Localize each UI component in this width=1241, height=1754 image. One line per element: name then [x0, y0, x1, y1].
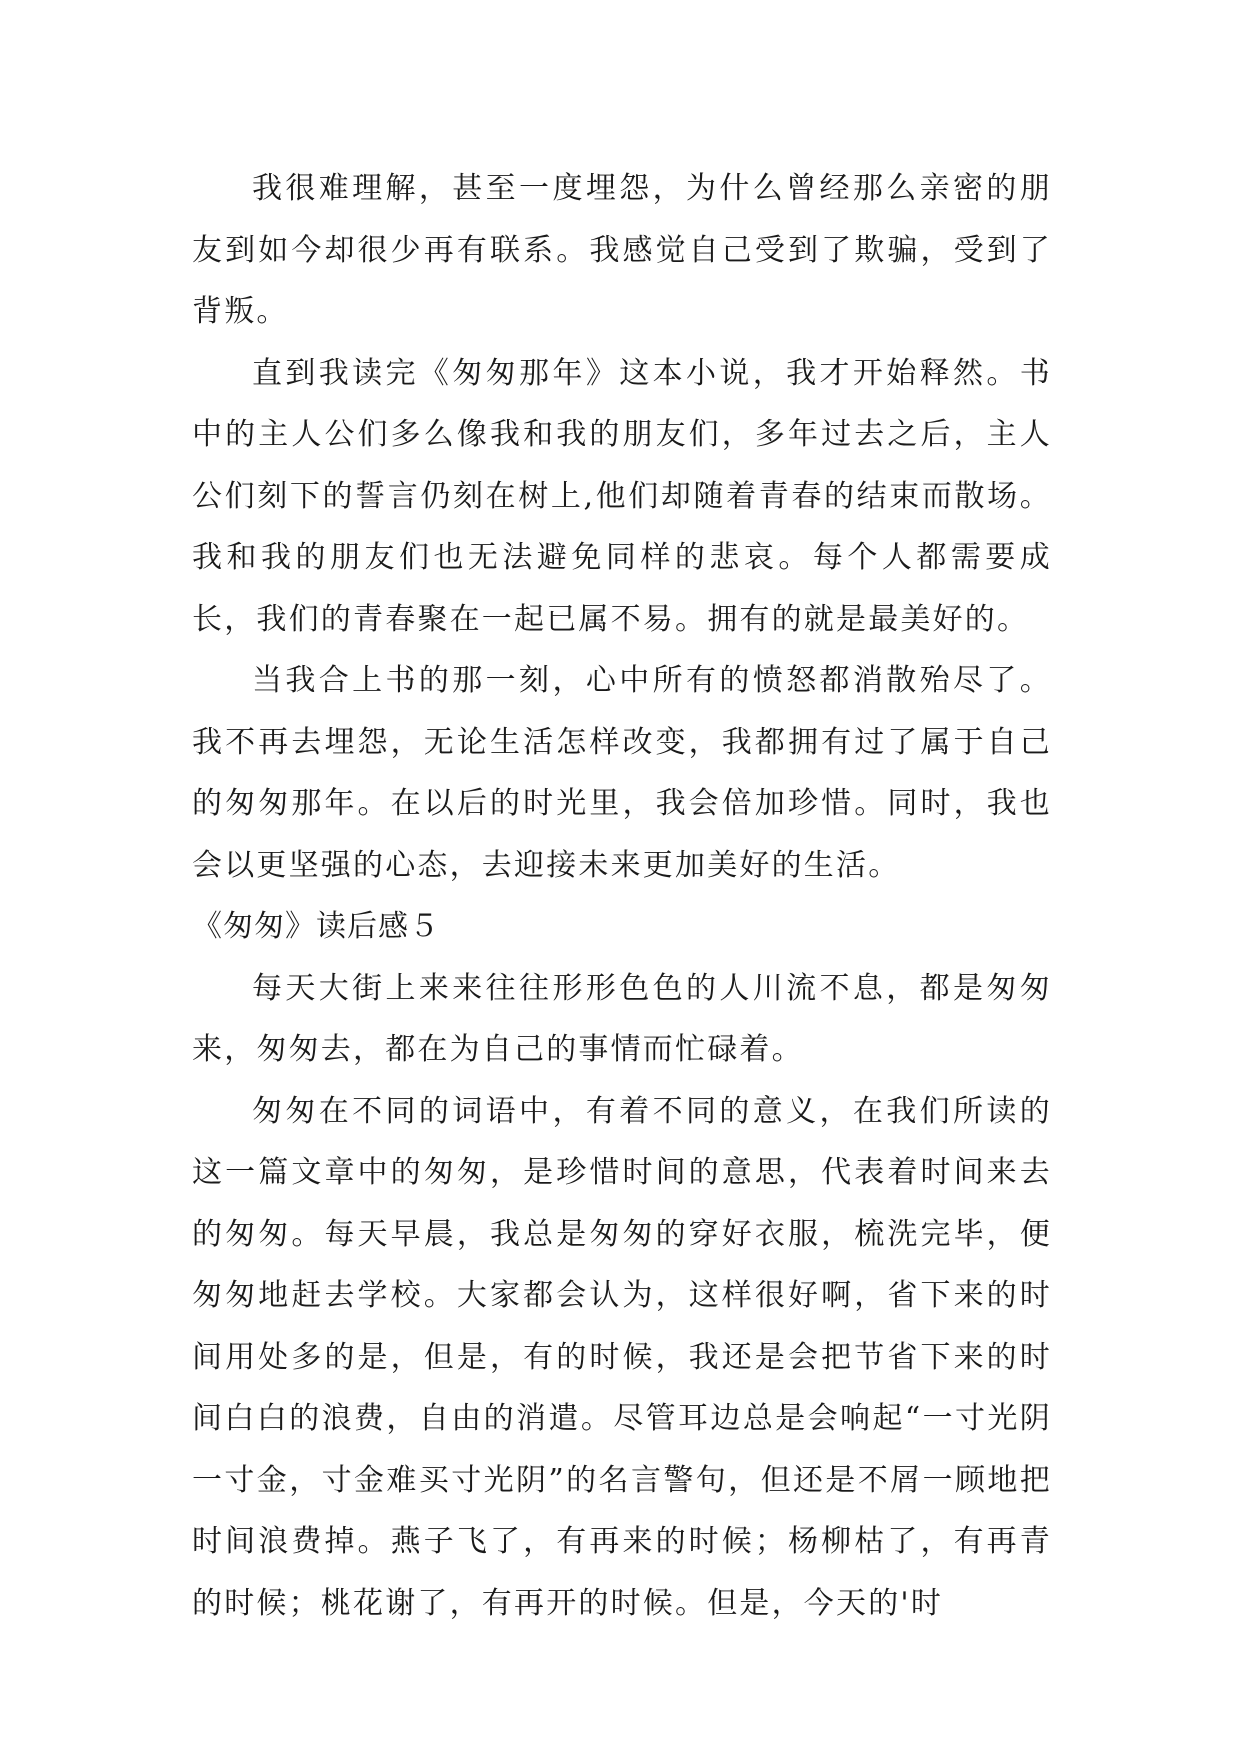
section-heading: 《匆匆》读后感５ [192, 909, 440, 944]
paragraph-5: 匆匆在不同的词语中，有着不同的意义，在我们所读的这一篇文章中的匆匆，是珍惜时间的意思，代表着时间来去的匆匆。每天早晨，我总是匆匆的穿好衣服，梳洗完毕，便匆匆地赶去学校。大家都会认为，这样很好啊，省下来的时间用处多的是，但是，有的时候，我还是会把节省下来的时间白白的浪费，自由的消遣。尽管耳边总是会响起“一寸光阴一寸金，寸金难买寸光阴”的名言警句，但还是不屑一顾地把时间浪费掉。燕子飞了，有再来的时候；杨柳枯了，有再青的时候；桃花谢了，有再开的时候。但是，今天的'时 [192, 1093, 1052, 1621]
paragraph-2: 直到我读完《匆匆那年》这本小说，我才开始释然。书中的主人公们多么像我和我的朋友们，多年过去之后，主人公们刻下的誓言仍刻在树上,他们却随着青春的结束而散场。我和我的朋友们也无法避免同样的悲哀。每个人都需要成长，我们的青春聚在一起已属不易。拥有的就是最美好的。 [192, 355, 1052, 637]
document-body [192, 158, 1052, 1634]
paragraph-3: 当我合上书的那一刻，心中所有的愤怒都消散殆尽了。我不再去埋怨，无论生活怎样改变，我都拥有过了属于自己的匆匆那年。在以后的时光里，我会倍加珍惜。同时，我也会以更坚强的心态，去迎接未来更加美好的生活。 [192, 663, 1052, 883]
paragraph-4: 每天大街上来来往往形形色色的人川流不息，都是匆匆来，匆匆去，都在为自己的事情而忙碌着。 [192, 970, 1052, 1067]
paragraph-1: 我很难理解，甚至一度埋怨，为什么曾经那么亲密的朋友到如今却很少再有联系。我感觉自己受到了欺骗，受到了背叛。 [192, 171, 1052, 329]
